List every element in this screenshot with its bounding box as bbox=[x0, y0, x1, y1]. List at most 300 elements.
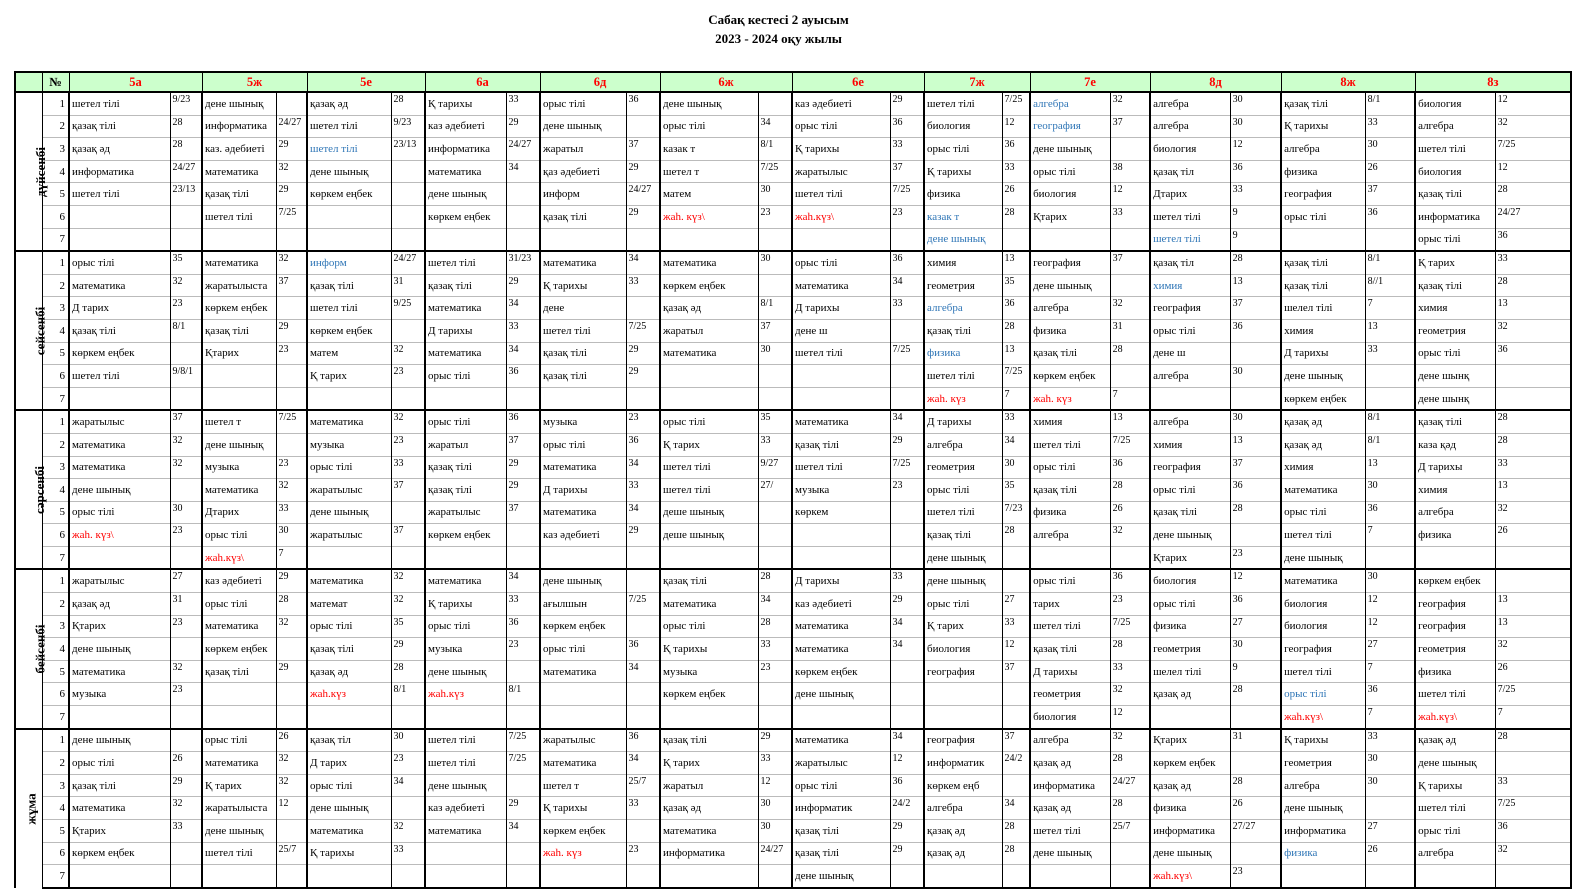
room-cell: 33 bbox=[1230, 183, 1281, 206]
subject-cell: жаһ. күз\ bbox=[69, 524, 170, 547]
subject-cell: көркем еңбек bbox=[69, 342, 170, 365]
schedule-row bbox=[15, 115, 1571, 138]
room-cell bbox=[626, 297, 660, 320]
room-cell bbox=[1002, 569, 1030, 592]
subject-cell: жаратыл bbox=[425, 433, 506, 456]
subject-cell bbox=[1415, 865, 1495, 888]
room-cell: 31 bbox=[1110, 319, 1150, 342]
lesson-number: 6 bbox=[42, 365, 69, 388]
subject-cell: қазақ тілі bbox=[69, 774, 170, 797]
subject-cell: жаһ.күз\ bbox=[1281, 706, 1365, 729]
subject-cell: химия bbox=[1150, 433, 1230, 456]
room-cell: 36 bbox=[1365, 683, 1415, 706]
subject-cell: геометрия bbox=[1030, 683, 1110, 706]
subject-cell: математика bbox=[425, 342, 506, 365]
subject-cell: биология bbox=[924, 638, 1002, 661]
room-cell: 37 bbox=[391, 479, 425, 502]
room-cell: 30 bbox=[758, 251, 792, 274]
subject-cell: математика bbox=[69, 660, 170, 683]
subject-cell: Д тарихы bbox=[1030, 660, 1110, 683]
room-cell: 36 bbox=[1002, 138, 1030, 161]
room-cell: 34 bbox=[626, 660, 660, 683]
room-cell: 33 bbox=[1365, 729, 1415, 752]
room-cell bbox=[1230, 387, 1281, 410]
subject-cell: Қ тарихы bbox=[425, 92, 506, 115]
room-cell: 7/25 bbox=[1110, 433, 1150, 456]
room-cell: 32 bbox=[170, 456, 202, 479]
subject-cell: Д тарихы bbox=[1281, 342, 1365, 365]
room-cell: 33 bbox=[170, 820, 202, 843]
subject-cell bbox=[660, 865, 758, 888]
schedule-row bbox=[15, 615, 1571, 638]
schedule-row bbox=[15, 865, 1571, 888]
subject-cell: музыка bbox=[307, 433, 391, 456]
subject-cell: көркем еңбек bbox=[1415, 569, 1495, 592]
room-cell: 23/13 bbox=[391, 138, 425, 161]
subject-cell: каза қәд bbox=[1415, 433, 1495, 456]
subject-cell: Қ тарих bbox=[202, 774, 276, 797]
room-cell bbox=[391, 205, 425, 228]
subject-cell: математика bbox=[792, 615, 890, 638]
room-cell bbox=[1002, 546, 1030, 569]
schedule-row bbox=[15, 228, 1571, 251]
subject-cell: музыка bbox=[202, 456, 276, 479]
schedule-row bbox=[15, 319, 1571, 342]
room-cell: 32 bbox=[1110, 729, 1150, 752]
room-cell: 35 bbox=[170, 251, 202, 274]
subject-cell: орыс тілі bbox=[924, 138, 1002, 161]
subject-cell: шетел тілі bbox=[1030, 820, 1110, 843]
subject-cell: жаһ.күз\ bbox=[202, 546, 276, 569]
room-cell: 9/8/1 bbox=[170, 365, 202, 388]
room-cell: 27 bbox=[1002, 593, 1030, 616]
subject-cell: қазақ тілі bbox=[1030, 479, 1110, 502]
room-cell: 28 bbox=[1002, 820, 1030, 843]
subject-cell: каз әдебиеті bbox=[792, 92, 890, 115]
room-cell: 29 bbox=[276, 319, 307, 342]
room-cell: 7/25 bbox=[1495, 138, 1571, 161]
room-cell bbox=[170, 729, 202, 752]
room-cell: 36 bbox=[506, 365, 540, 388]
room-cell: 36 bbox=[1365, 205, 1415, 228]
room-cell: 24/27 bbox=[1495, 205, 1571, 228]
schedule-row bbox=[15, 569, 1571, 592]
subject-cell bbox=[1030, 865, 1110, 888]
subject-cell bbox=[660, 365, 758, 388]
room-cell: 30 bbox=[758, 797, 792, 820]
room-cell: 26 bbox=[1365, 160, 1415, 183]
subject-cell: Д тарихы bbox=[792, 569, 890, 592]
room-cell: 13 bbox=[1230, 274, 1281, 297]
subject-cell: математика bbox=[69, 274, 170, 297]
subject-cell: орыс тілі bbox=[1281, 683, 1365, 706]
room-cell: 33 bbox=[1110, 660, 1150, 683]
subject-cell: көркем еңбек bbox=[307, 319, 391, 342]
subject-cell bbox=[425, 387, 506, 410]
room-cell: 28 bbox=[1110, 342, 1150, 365]
room-cell: 37 bbox=[1002, 660, 1030, 683]
room-cell: 32 bbox=[391, 342, 425, 365]
room-cell: 29 bbox=[276, 138, 307, 161]
room-cell: 37 bbox=[758, 319, 792, 342]
subject-cell: орыс тілі bbox=[792, 774, 890, 797]
header-class-8з: 8з bbox=[1415, 72, 1571, 92]
subject-cell bbox=[1415, 546, 1495, 569]
room-cell: 37 bbox=[1110, 115, 1150, 138]
room-cell: 29 bbox=[506, 456, 540, 479]
lesson-number: 7 bbox=[42, 706, 69, 729]
subject-cell: математика bbox=[202, 479, 276, 502]
room-cell: 8//1 bbox=[1365, 274, 1415, 297]
subject-cell: қазақ тілі bbox=[1281, 274, 1365, 297]
subject-cell: қазақ әд bbox=[1030, 752, 1110, 775]
subject-cell: қазақ тілі bbox=[1415, 410, 1495, 433]
subject-cell: дене шынық bbox=[540, 569, 626, 592]
subject-cell bbox=[307, 228, 391, 251]
room-cell: 7 bbox=[1365, 524, 1415, 547]
room-cell: 23 bbox=[276, 456, 307, 479]
room-cell: 7/25 bbox=[890, 456, 924, 479]
room-cell: 32 bbox=[391, 410, 425, 433]
subject-cell: шетел тілі bbox=[425, 729, 506, 752]
subject-cell: алгебра bbox=[1030, 729, 1110, 752]
room-cell: 32 bbox=[276, 774, 307, 797]
subject-cell: казак т bbox=[660, 138, 758, 161]
subject-cell: шетел т bbox=[202, 410, 276, 433]
subject-cell: дене шынық bbox=[540, 115, 626, 138]
subject-cell: биология bbox=[1030, 183, 1110, 206]
room-cell: 28 bbox=[391, 660, 425, 683]
room-cell: 34 bbox=[506, 342, 540, 365]
room-cell: 32 bbox=[1495, 319, 1571, 342]
subject-cell: жаһ.күз\ bbox=[1150, 865, 1230, 888]
subject-cell: шетел тілі bbox=[69, 92, 170, 115]
subject-cell: биология bbox=[1415, 92, 1495, 115]
room-cell: 12 bbox=[1002, 638, 1030, 661]
subject-cell: информатика bbox=[660, 842, 758, 865]
subject-cell: қазақ тілі bbox=[792, 433, 890, 456]
room-cell: 34 bbox=[890, 729, 924, 752]
room-cell bbox=[1230, 524, 1281, 547]
room-cell: 37 bbox=[506, 433, 540, 456]
subject-cell: математика bbox=[202, 160, 276, 183]
room-cell: 33 bbox=[1495, 456, 1571, 479]
room-cell: 30 bbox=[1365, 138, 1415, 161]
room-cell: 23 bbox=[1230, 546, 1281, 569]
room-cell bbox=[626, 115, 660, 138]
room-cell: 12 bbox=[758, 774, 792, 797]
subject-cell: Қтарих bbox=[202, 342, 276, 365]
subject-cell: қазақ әд bbox=[1281, 433, 1365, 456]
subject-cell: орыс тілі bbox=[425, 410, 506, 433]
subject-cell: математика bbox=[792, 410, 890, 433]
subject-cell: математика bbox=[660, 342, 758, 365]
subject-cell: география bbox=[1030, 251, 1110, 274]
room-cell bbox=[1365, 228, 1415, 251]
room-cell: 32 bbox=[276, 752, 307, 775]
subject-cell: орыс тілі bbox=[1150, 593, 1230, 616]
room-cell bbox=[276, 638, 307, 661]
room-cell: 29 bbox=[890, 593, 924, 616]
subject-cell bbox=[69, 387, 170, 410]
subject-cell: информатика bbox=[1150, 820, 1230, 843]
subject-cell: орыс тілі bbox=[660, 410, 758, 433]
room-cell: 37 bbox=[1002, 729, 1030, 752]
room-cell: 28 bbox=[758, 569, 792, 592]
header-row bbox=[15, 72, 1571, 92]
subject-cell: шетел тілі bbox=[1030, 615, 1110, 638]
subject-cell: орыс тілі bbox=[540, 638, 626, 661]
room-cell: 30 bbox=[758, 820, 792, 843]
subject-cell: музыка bbox=[425, 638, 506, 661]
subject-cell: география bbox=[924, 729, 1002, 752]
room-cell: 23 bbox=[391, 365, 425, 388]
subject-cell: орыс тілі bbox=[540, 433, 626, 456]
subject-cell: химия bbox=[1415, 479, 1495, 502]
subject-cell: дене шынық bbox=[202, 820, 276, 843]
lesson-number: 5 bbox=[42, 820, 69, 843]
subject-cell: дене шынық bbox=[307, 797, 391, 820]
subject-cell: музыка bbox=[540, 410, 626, 433]
room-cell: 7/25 bbox=[890, 342, 924, 365]
subject-cell: ағылшын bbox=[540, 593, 626, 616]
schedule-row bbox=[15, 138, 1571, 161]
room-cell: 31/23 bbox=[506, 251, 540, 274]
room-cell bbox=[1230, 342, 1281, 365]
room-cell bbox=[391, 387, 425, 410]
room-cell: 23 bbox=[890, 205, 924, 228]
header-class-5ж: 5ж bbox=[202, 72, 307, 92]
subject-cell: дене шынық bbox=[425, 774, 506, 797]
room-cell bbox=[1495, 365, 1571, 388]
room-cell: 9 bbox=[1230, 660, 1281, 683]
room-cell: 33 bbox=[890, 138, 924, 161]
room-cell: 37 bbox=[890, 160, 924, 183]
room-cell bbox=[391, 183, 425, 206]
room-cell: 34 bbox=[626, 501, 660, 524]
subject-cell bbox=[660, 387, 758, 410]
room-cell: 33 bbox=[1365, 115, 1415, 138]
subject-cell bbox=[425, 842, 506, 865]
room-cell bbox=[1110, 274, 1150, 297]
room-cell: 7/25 bbox=[1495, 797, 1571, 820]
room-cell: 24/27 bbox=[276, 115, 307, 138]
subject-cell: география bbox=[1150, 456, 1230, 479]
subject-cell: дене шынық bbox=[1150, 842, 1230, 865]
schedule-row bbox=[15, 160, 1571, 183]
subject-cell bbox=[69, 228, 170, 251]
subject-cell: Қ тарихы bbox=[425, 593, 506, 616]
subject-cell: информатика bbox=[1281, 820, 1365, 843]
subject-cell: көркем еңбек bbox=[202, 297, 276, 320]
room-cell bbox=[758, 865, 792, 888]
header-number: № bbox=[42, 72, 69, 92]
subject-cell: матем bbox=[660, 183, 758, 206]
school-year: 2023 - 2024 оқу жылы bbox=[715, 31, 842, 46]
schedule-row bbox=[15, 524, 1571, 547]
room-cell bbox=[890, 524, 924, 547]
subject-cell: математика bbox=[540, 501, 626, 524]
subject-cell: география bbox=[1415, 593, 1495, 616]
subject-cell: дене шынық bbox=[1281, 546, 1365, 569]
subject-cell: каз әдебиеті bbox=[540, 524, 626, 547]
subject-cell: шетел тілі bbox=[1030, 433, 1110, 456]
subject-cell bbox=[202, 706, 276, 729]
subject-cell: информатик bbox=[792, 797, 890, 820]
room-cell bbox=[506, 660, 540, 683]
subject-cell: Қ тарихы bbox=[540, 274, 626, 297]
schedule-row bbox=[15, 183, 1571, 206]
subject-cell: музыка bbox=[792, 479, 890, 502]
room-cell bbox=[506, 774, 540, 797]
room-cell: 29 bbox=[626, 205, 660, 228]
subject-cell: дене bbox=[540, 297, 626, 320]
room-cell bbox=[1002, 774, 1030, 797]
subject-cell: Қ тарихы bbox=[660, 638, 758, 661]
room-cell: 33 bbox=[391, 456, 425, 479]
room-cell: 33 bbox=[758, 638, 792, 661]
subject-cell: алгебра bbox=[1150, 92, 1230, 115]
room-cell: 26 bbox=[1365, 842, 1415, 865]
subject-cell: география bbox=[1415, 615, 1495, 638]
subject-cell: шетел тілі bbox=[307, 297, 391, 320]
schedule-row bbox=[15, 205, 1571, 228]
room-cell bbox=[276, 228, 307, 251]
subject-cell: шетел т bbox=[540, 774, 626, 797]
room-cell: 31 bbox=[391, 274, 425, 297]
subject-cell: биология bbox=[1150, 569, 1230, 592]
subject-cell: қазақ әд bbox=[69, 593, 170, 616]
room-cell: 12 bbox=[1365, 615, 1415, 638]
subject-cell: шелел тілі bbox=[1150, 660, 1230, 683]
room-cell bbox=[890, 865, 924, 888]
subject-cell: дене шынық bbox=[69, 479, 170, 502]
lesson-number: 6 bbox=[42, 524, 69, 547]
room-cell: 29 bbox=[626, 365, 660, 388]
subject-cell: физика bbox=[1415, 660, 1495, 683]
room-cell: 32 bbox=[170, 433, 202, 456]
room-cell: 24/27 bbox=[506, 138, 540, 161]
room-cell bbox=[1002, 865, 1030, 888]
header-class-6ж: 6ж bbox=[660, 72, 792, 92]
lesson-number: 7 bbox=[42, 546, 69, 569]
room-cell: 23 bbox=[626, 410, 660, 433]
subject-cell: дене шынық bbox=[425, 660, 506, 683]
room-cell: 29 bbox=[506, 274, 540, 297]
subject-cell: қазақ тілі bbox=[425, 479, 506, 502]
room-cell: 28 bbox=[1002, 842, 1030, 865]
room-cell: 37 bbox=[1230, 297, 1281, 320]
room-cell: 27/ bbox=[758, 479, 792, 502]
subject-cell: шетел тілі bbox=[792, 456, 890, 479]
room-cell: 29 bbox=[626, 342, 660, 365]
subject-cell: физика bbox=[924, 183, 1002, 206]
header-class-8д: 8д bbox=[1150, 72, 1281, 92]
subject-cell: қазақ тіл bbox=[1150, 160, 1230, 183]
subject-cell: Д тарихы bbox=[924, 410, 1002, 433]
room-cell bbox=[758, 524, 792, 547]
room-cell bbox=[1110, 228, 1150, 251]
room-cell: 28 bbox=[1495, 183, 1571, 206]
room-cell: 9/25 bbox=[391, 297, 425, 320]
room-cell bbox=[170, 479, 202, 502]
subject-cell: орыс тілі bbox=[540, 92, 626, 115]
room-cell: 29 bbox=[890, 433, 924, 456]
subject-cell: Қтарих bbox=[1150, 729, 1230, 752]
subject-cell bbox=[924, 706, 1002, 729]
lesson-number: 3 bbox=[42, 774, 69, 797]
room-cell: 29 bbox=[276, 569, 307, 592]
room-cell: 23 bbox=[170, 683, 202, 706]
subject-cell: каз әдебиеті bbox=[202, 569, 276, 592]
room-cell: 29 bbox=[890, 842, 924, 865]
room-cell bbox=[758, 92, 792, 115]
room-cell: 33 bbox=[626, 797, 660, 820]
subject-cell: алгебра bbox=[1030, 297, 1110, 320]
room-cell bbox=[626, 546, 660, 569]
room-cell: 33 bbox=[1365, 342, 1415, 365]
room-cell: 33 bbox=[506, 92, 540, 115]
subject-cell: дене ш bbox=[1150, 342, 1230, 365]
room-cell bbox=[506, 183, 540, 206]
lesson-number: 3 bbox=[42, 615, 69, 638]
subject-cell: көркем еңбек bbox=[540, 615, 626, 638]
room-cell: 33 bbox=[626, 274, 660, 297]
subject-cell: қазақ тілі bbox=[202, 319, 276, 342]
room-cell bbox=[276, 387, 307, 410]
room-cell: 24/27 bbox=[626, 183, 660, 206]
subject-cell: информатик bbox=[924, 752, 1002, 775]
schedule-row bbox=[15, 660, 1571, 683]
room-cell: 9/23 bbox=[170, 92, 202, 115]
subject-cell: география bbox=[1281, 183, 1365, 206]
schedule-row bbox=[15, 342, 1571, 365]
room-cell: 9/27 bbox=[758, 456, 792, 479]
subject-cell: деше шынық bbox=[660, 501, 758, 524]
subject-cell bbox=[202, 365, 276, 388]
room-cell: 24/2 bbox=[1002, 752, 1030, 775]
subject-cell: шетел тілі bbox=[924, 365, 1002, 388]
subject-cell: дене шынық bbox=[1030, 842, 1110, 865]
room-cell bbox=[758, 387, 792, 410]
room-cell: 29 bbox=[626, 160, 660, 183]
room-cell: 7/25 bbox=[1002, 365, 1030, 388]
room-cell bbox=[1495, 865, 1571, 888]
subject-cell: физика bbox=[1415, 524, 1495, 547]
subject-cell: алгебра bbox=[1415, 842, 1495, 865]
room-cell bbox=[758, 501, 792, 524]
room-cell: 37 bbox=[276, 274, 307, 297]
subject-cell: қазақ тілі bbox=[1030, 638, 1110, 661]
subject-cell: орыс тілі bbox=[202, 729, 276, 752]
subject-cell: дене шынық bbox=[307, 501, 391, 524]
room-cell: 28 bbox=[1495, 433, 1571, 456]
room-cell bbox=[1110, 546, 1150, 569]
room-cell bbox=[391, 706, 425, 729]
room-cell bbox=[1230, 752, 1281, 775]
subject-cell: каз әдебиеті bbox=[425, 797, 506, 820]
subject-cell: математика bbox=[1281, 479, 1365, 502]
header-class-6д: 6д bbox=[540, 72, 660, 92]
subject-cell: қазақ әд bbox=[1281, 410, 1365, 433]
room-cell: 23 bbox=[170, 615, 202, 638]
room-cell: 28 bbox=[1110, 638, 1150, 661]
lesson-number: 4 bbox=[42, 479, 69, 502]
subject-cell bbox=[1281, 865, 1365, 888]
lesson-number: 7 bbox=[42, 865, 69, 888]
subject-cell: дене шынық bbox=[1281, 365, 1365, 388]
subject-cell: орыс тілі bbox=[307, 456, 391, 479]
